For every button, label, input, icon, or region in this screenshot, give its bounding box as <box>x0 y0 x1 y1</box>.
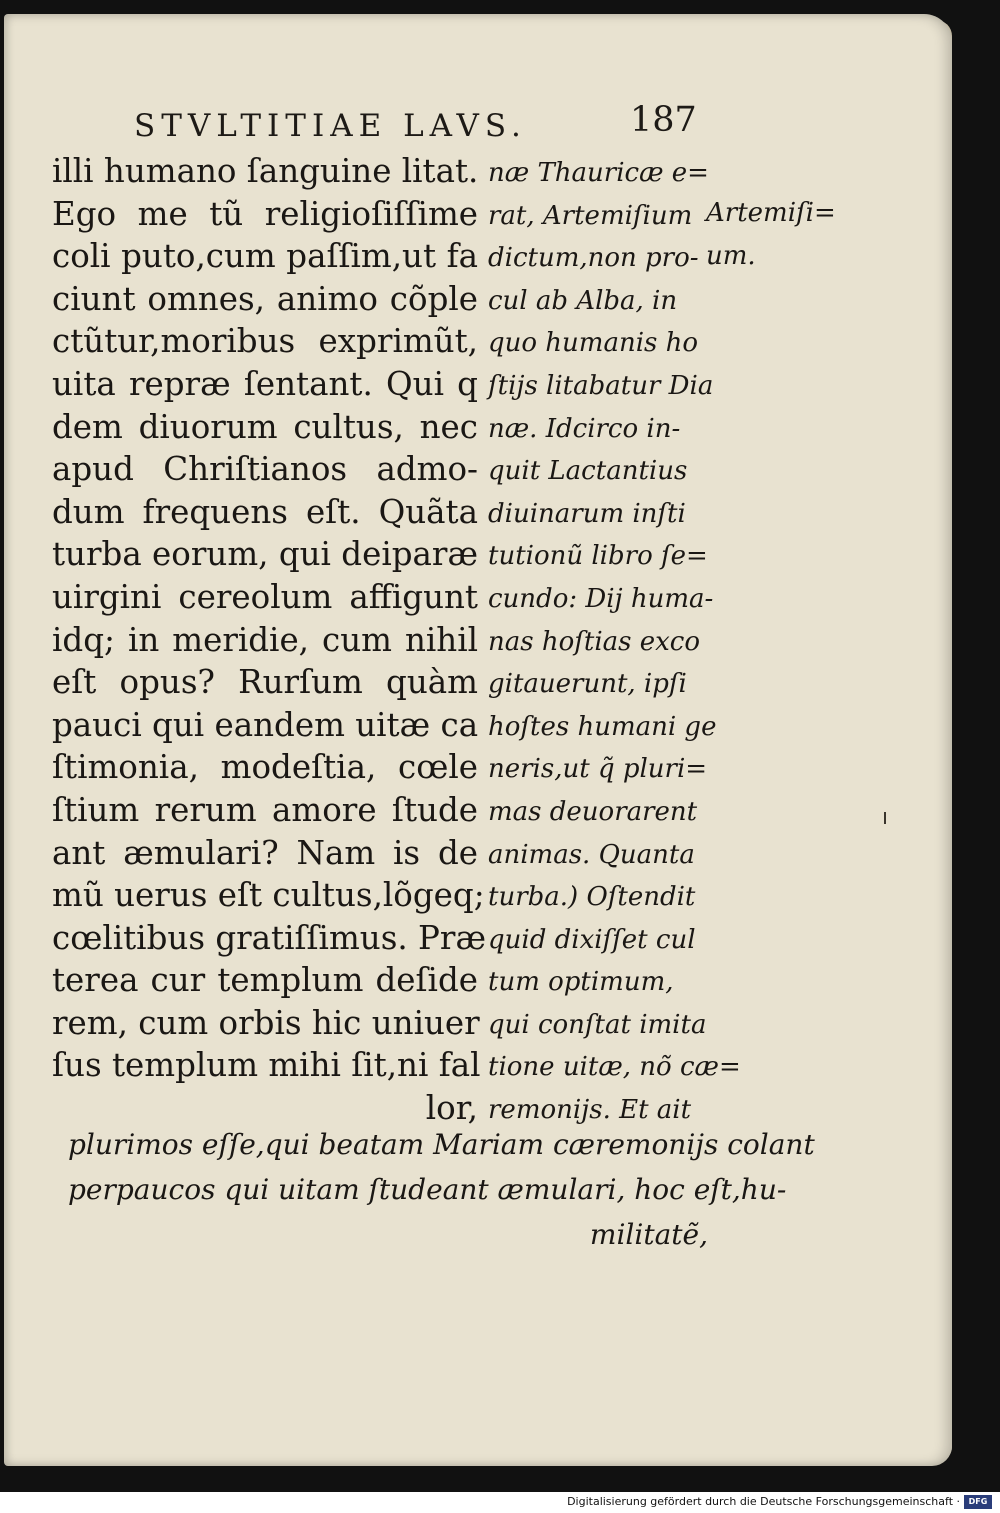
gloss-line: tione uitæ, nõ cæ= <box>488 1052 741 1083</box>
footnote-line: perpaucos qui uitam ſtudeant æmulari, hoc eſt,hu- <box>68 1173 787 1206</box>
main-line: dum frequens eſt. Quãta <box>52 492 478 531</box>
main-line: turba eorum, qui deiparæ <box>52 535 478 574</box>
footnote-block <box>68 1122 815 1257</box>
main-line: ctũtur,moribus exprimũt, <box>52 322 478 361</box>
gloss-line: tutionũ libro ſe= <box>488 541 708 572</box>
side-label-line: um. <box>706 240 756 271</box>
main-line: terea cur templum deſide <box>52 961 478 1000</box>
main-line: uita repræ ſentant. Qui q <box>52 364 478 403</box>
gloss-line: ſtijs litabatur Dia <box>488 370 714 401</box>
main-line: lor, <box>425 1089 478 1128</box>
gloss-line: næ Thauricæ e= <box>488 158 709 188</box>
gloss-line: remonijs. Et ait <box>488 1095 692 1126</box>
ink-speck <box>884 812 886 824</box>
main-line: ciunt omnes, animo cõple <box>52 279 478 318</box>
credit-bar <box>0 1492 1000 1513</box>
dfg-logo: DFG <box>964 1495 992 1509</box>
main-line: illi humano ſanguine litat. <box>52 152 479 190</box>
gloss-line: quit Lactantius <box>488 456 688 487</box>
footnote-line: plurimos eſſe,qui beatam Mariam cæremonijs colant <box>68 1128 815 1161</box>
gloss-line: gitauerunt, ipſi <box>488 669 687 700</box>
page-number: 187 <box>630 100 697 140</box>
gloss-line: nas hoſtias exco <box>488 626 701 657</box>
gloss-line: quid dixiſſet cul <box>488 924 696 955</box>
gloss-line: cul ab Alba, in <box>488 285 678 316</box>
main-line: ſus templum mihi ſit,ni fal <box>52 1046 481 1085</box>
gloss-line: animas. Quanta <box>488 839 695 870</box>
main-line: eſt opus? Rurſum quàm <box>52 663 478 702</box>
gloss-line: hoſtes humani ge <box>488 711 717 742</box>
gloss-line: næ. Idcirco in- <box>488 413 681 444</box>
main-line: idq; in meridie, cum nihil <box>52 620 478 659</box>
gloss-line: qui conſtat imita <box>488 1009 707 1040</box>
marginal-gloss-column <box>488 152 741 1132</box>
margin-side-label <box>706 192 836 277</box>
main-line: coli puto,cum paſſim,ut fa <box>52 237 478 276</box>
main-line: apud Chriſtianos admo- <box>52 450 478 489</box>
main-line: uirgini cereolum affigunt <box>52 577 478 616</box>
main-line: rem, cum orbis hic uniuer <box>52 1003 480 1042</box>
main-line: ſtimonia, modeſtia, cœle <box>52 748 478 787</box>
main-line: cœlitibus gratiſſimus. Præ <box>52 918 486 957</box>
side-label-line: Artemiſi= <box>706 198 836 228</box>
funding-credit: Digitalisierung gefördert durch die Deutsche Forschungsgemeinschaft · <box>567 1495 960 1508</box>
gloss-line: tum optimum, <box>488 967 674 998</box>
gloss-line: dictum,non pro- <box>488 243 699 274</box>
gloss-line: turba.) Oſtendit <box>488 882 696 913</box>
gloss-line: rat, Artemiſium <box>488 200 693 231</box>
main-line: ant æmulari? Nam is de <box>52 833 478 872</box>
main-line: pauci qui eandem uitæ ca <box>52 705 479 744</box>
gloss-line: diuinarum inſti <box>488 498 686 529</box>
main-line: Ego me tũ religioſiſſime <box>52 194 478 233</box>
gloss-line: quo humanis ho <box>488 328 699 359</box>
gloss-line: mas deuorarent <box>488 796 698 827</box>
gloss-line: neris,ut q̃ pluri= <box>488 754 708 785</box>
gloss-line: cundo: Dij huma- <box>488 583 714 614</box>
main-text-column <box>52 150 486 1130</box>
running-head: STVLTITIAE LAVS. <box>134 108 527 144</box>
main-line: dem diuorum cultus, nec <box>52 407 478 446</box>
main-line: mũ uerus eſt cultus,lõgeq; <box>52 876 485 915</box>
main-line: ſtium rerum amore ſtude <box>52 790 478 829</box>
footnote-line: militatẽ, <box>589 1218 708 1251</box>
